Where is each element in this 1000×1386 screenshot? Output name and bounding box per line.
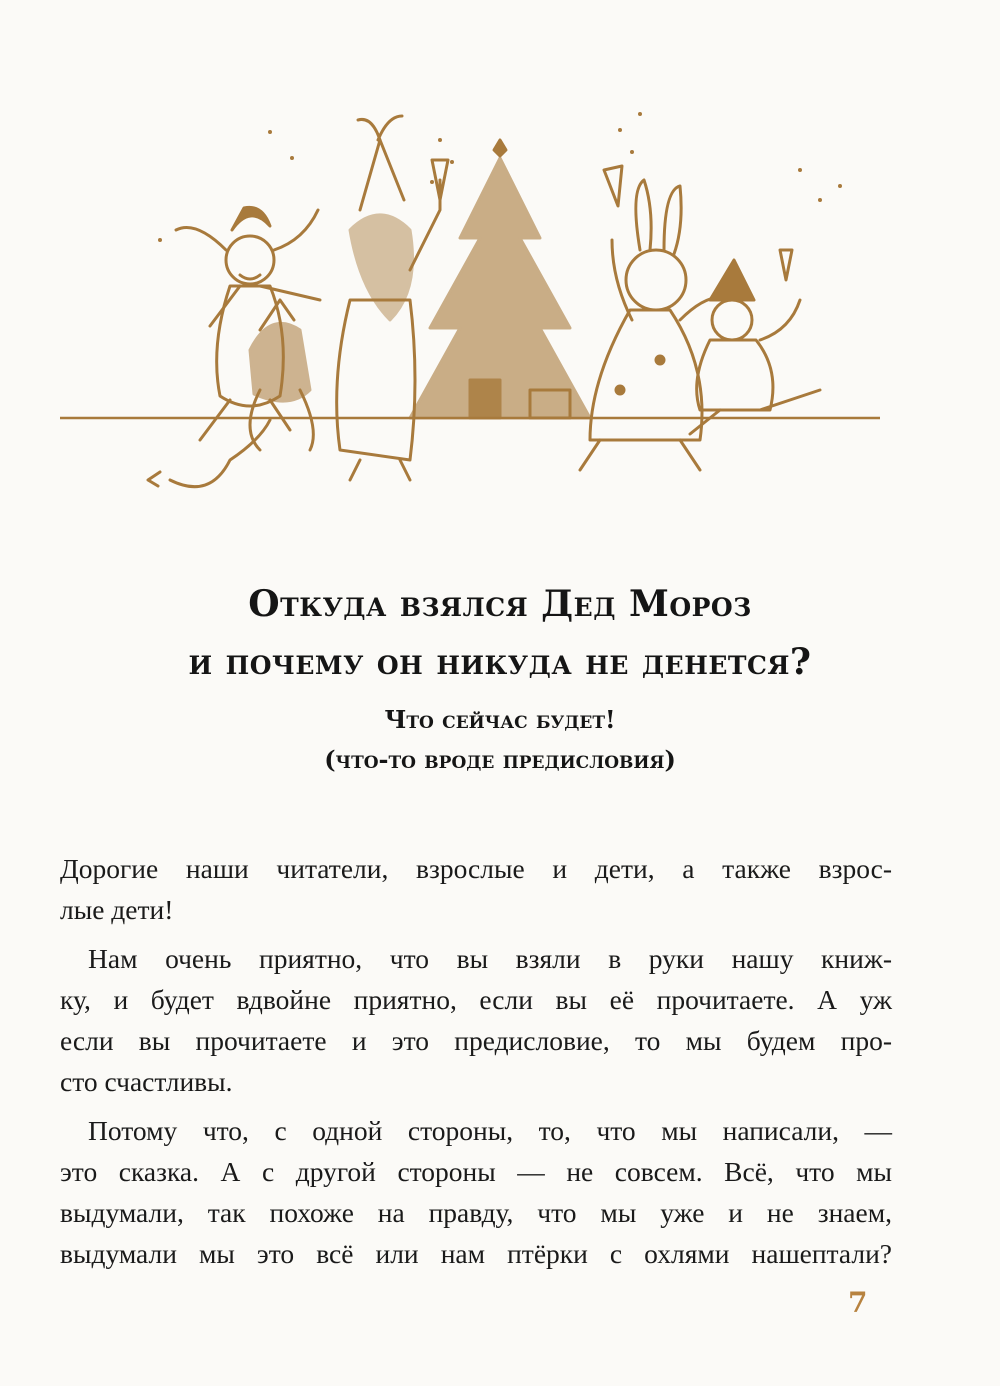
body-line: Потому что, с одной стороны, то, что мы написали, —	[88, 1115, 892, 1146]
body-line: выдумали мы это всё или нам птёрки с охлями нашептали?	[60, 1238, 892, 1269]
body-text	[60, 848, 892, 1274]
chapter-title	[0, 575, 1000, 691]
chapter-subtitle-line-1: Что сейчас будет!	[384, 705, 616, 734]
body-line: Нам очень приятно, что вы взяли в руки нашу книж-	[88, 943, 892, 974]
ded-moroz-figure	[337, 116, 448, 480]
small-figure-with-hat	[148, 300, 313, 487]
chapter-title-line-1: Откуда взялся Дед Мороз	[248, 583, 752, 625]
small-witch-figure	[690, 250, 820, 434]
dancing-girl-figure	[176, 207, 320, 440]
body-line: это сказка. А с другой стороны — не совсем. Всё, что мы	[60, 1156, 892, 1187]
chapter-title-line-2: и почему он никуда не денется?	[188, 641, 812, 683]
body-line: если вы прочитаете и это предисловие, то мы будем про-	[60, 1025, 892, 1056]
bunny-figure	[580, 166, 730, 470]
body-line: сто счастливы.	[60, 1066, 233, 1097]
body-line: Дорогие наши читатели, взрослые и дети, а также взрос-	[60, 853, 892, 884]
chapter-subtitle	[0, 700, 1000, 780]
body-line: ку, и будет вдвойне приятно, если вы её прочитаете. А уж	[60, 984, 892, 1015]
chapter-subtitle-line-2: (что-то вроде предисловия)	[324, 745, 676, 774]
body-line: выдумали, так похоже на правду, что мы уже и не знаем,	[60, 1197, 892, 1228]
festive-characters-illustration	[60, 100, 880, 530]
body-line: лые дети!	[60, 894, 174, 925]
page-number: 7	[848, 1286, 868, 1319]
